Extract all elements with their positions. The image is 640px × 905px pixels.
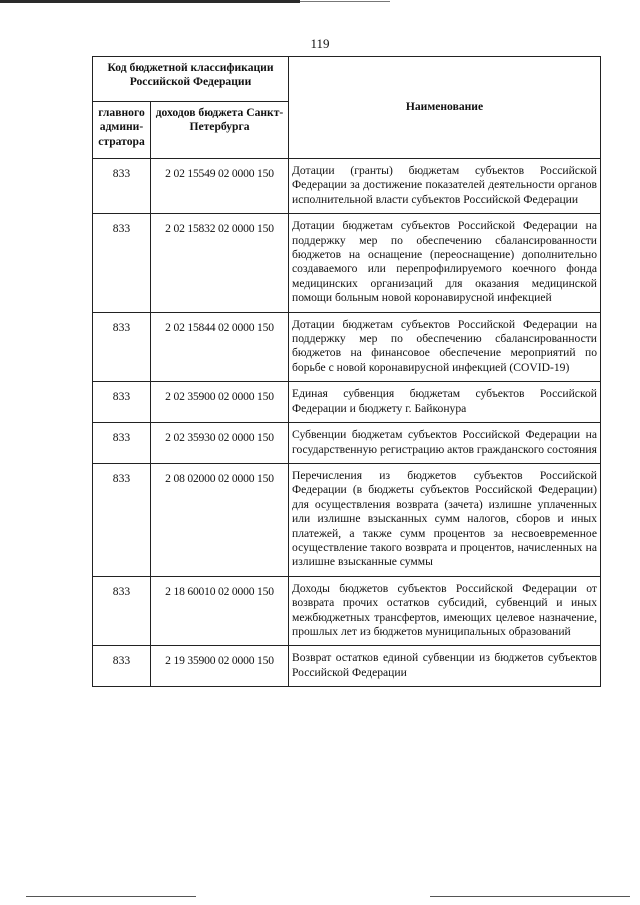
table-header-row: [93, 57, 601, 102]
table-row: [93, 576, 601, 646]
name-cell: Перечисления из бюджетов субъектов Российской Федерации (в бюджеты субъектов Российской Федерации) для осуществления возврата (зачета) излишне уплаченных или излишне взысканных сумм налогов, сборов и иных платежей, а также сумм процентов за несвоевременное осуществление такого возврата и процентов, начисленных на излишне взысканные суммы: [289, 463, 601, 576]
name-cell: Возврат остатков единой субвенции из бюджетов субъектов Российской Федерации: [289, 646, 601, 687]
table-body: [93, 159, 601, 687]
table-row: [93, 159, 601, 214]
admin-code-cell: 833: [93, 423, 151, 464]
table-row: [93, 423, 601, 464]
header-kbk: Код бюджетной классификации Российской Федерации: [93, 57, 289, 102]
scan-bottom-rule-left: [26, 896, 196, 897]
budget-classification-table: [92, 56, 601, 687]
admin-code-cell: 833: [93, 646, 151, 687]
income-code-cell: 2 02 15844 02 0000 150: [151, 312, 289, 382]
header-admin: главного админи-стратора: [93, 102, 151, 159]
name-cell: Единая субвенция бюджетам субъектов Российской Федерации и бюджету г. Байконура: [289, 382, 601, 423]
income-code-cell: 2 19 35900 02 0000 150: [151, 646, 289, 687]
name-cell: Доходы бюджетов субъектов Российской Федерации от возврата прочих остатков субсидий, субвенций и иных межбюджетных трансфертов, имеющих целевое назначение, прошлых лет из бюджетов муниципальных образований: [289, 576, 601, 646]
scan-top-rule-faint: [300, 1, 390, 2]
table-row: [93, 463, 601, 576]
admin-code-cell: 833: [93, 576, 151, 646]
income-code-cell: 2 08 02000 02 0000 150: [151, 463, 289, 576]
income-code-cell: 2 02 15832 02 0000 150: [151, 214, 289, 312]
income-code-cell: 2 02 35930 02 0000 150: [151, 423, 289, 464]
name-cell: Дотации бюджетам субъектов Российской Федерации на поддержку мер по обеспечению сбалансированности бюджетов на оснащение (переоснащение) дополнительно создаваемого или перепрофилируемого коечного фонда медицинских организаций для оказания медицинской помощи больным новой коронавирусной инфекцией: [289, 214, 601, 312]
income-code-cell: 2 02 35900 02 0000 150: [151, 382, 289, 423]
name-cell: Дотации (гранты) бюджетам субъектов Российской Федерации за достижение показателей деятельности органов исполнительной власти субъектов Российской Федерации: [289, 159, 601, 214]
table-row: [93, 214, 601, 312]
admin-code-cell: 833: [93, 159, 151, 214]
scan-bottom-rule-right: [430, 896, 630, 897]
income-code-cell: 2 02 15549 02 0000 150: [151, 159, 289, 214]
admin-code-cell: 833: [93, 382, 151, 423]
admin-code-cell: 833: [93, 463, 151, 576]
scan-top-rule: [0, 0, 300, 3]
table-row: [93, 382, 601, 423]
admin-code-cell: 833: [93, 214, 151, 312]
page-number: 119: [310, 36, 330, 51]
name-cell: Субвенции бюджетам субъектов Российской Федерации на государственную регистрацию актов гражданского состояния: [289, 423, 601, 464]
admin-code-cell: 833: [93, 312, 151, 382]
table-row: [93, 312, 601, 382]
header-name: Наименование: [289, 57, 601, 159]
header-code: доходов бюджета Санкт-Петербурга: [151, 102, 289, 159]
name-cell: Дотации бюджетам субъектов Российской Федерации на поддержку мер по обеспечению сбалансированности бюджетов на финансовое обеспечение мероприятий по борьбе с новой коронавирусной инфекцией (COVID-19): [289, 312, 601, 382]
income-code-cell: 2 18 60010 02 0000 150: [151, 576, 289, 646]
table-row: [93, 646, 601, 687]
